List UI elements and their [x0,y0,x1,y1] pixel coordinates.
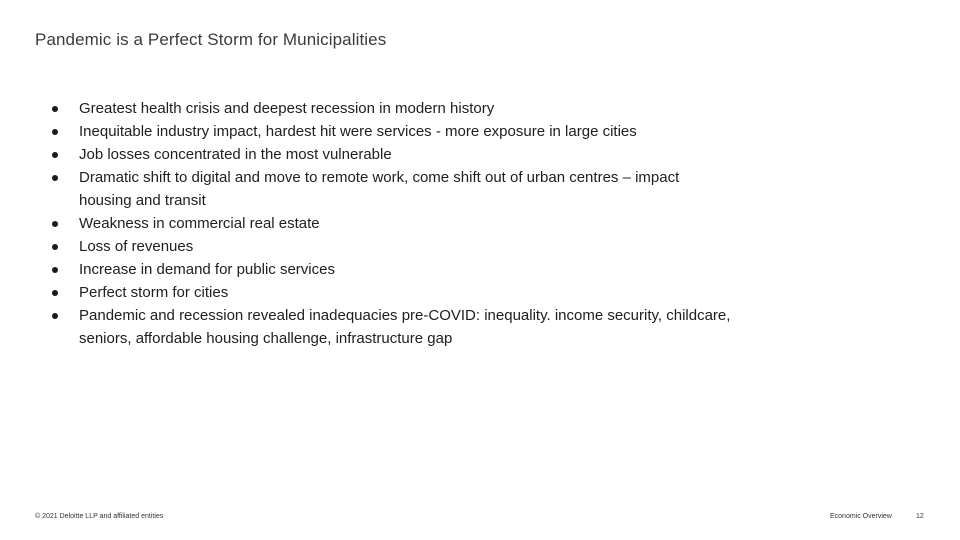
bullet-icon [52,221,58,227]
bullet-text: Increase in demand for public services [79,261,335,278]
bullet-item [52,281,732,304]
bullet-item [52,120,732,143]
bullet-text: Job losses concentrated in the most vulnerable [79,146,392,163]
bullet-icon [52,106,58,112]
bullet-item [52,235,732,258]
page-number: 12 [916,513,924,520]
bullet-text: Pandemic and recession revealed inadequacies pre-COVID: inequality. income security, childcare, seniors, affordable housing challenge, infrastructure gap [79,307,731,347]
bullet-text: Greatest health crisis and deepest recession in modern history [79,100,495,117]
bullet-icon [52,152,58,158]
bullet-text: Perfect storm for cities [79,284,229,301]
footer-section-label: Economic Overview [830,513,892,520]
bullet-icon [52,244,58,250]
bullet-item [52,143,732,166]
bullet-text: Weakness in commercial real estate [79,215,320,232]
slide-title: Pandemic is a Perfect Storm for Municipalities [35,30,387,49]
bullet-list [52,97,732,350]
bullet-icon [52,290,58,296]
bullet-item [52,166,732,212]
bullet-text: Dramatic shift to digital and move to remote work, come shift out of urban centres – impact housing and transit [79,169,680,209]
bullet-icon [52,313,58,319]
bullet-item [52,212,732,235]
bullet-icon [52,267,58,273]
bullet-icon [52,129,58,135]
bullet-item [52,304,732,350]
bullet-text: Loss of revenues [79,238,194,255]
bullet-text: Inequitable industry impact, hardest hit were services - more exposure in large cities [79,123,637,140]
bullet-item [52,97,732,120]
footer-copyright: © 2021 Deloitte LLP and affiliated entities [35,513,164,520]
bullet-item [52,258,732,281]
bullet-icon [52,175,58,181]
